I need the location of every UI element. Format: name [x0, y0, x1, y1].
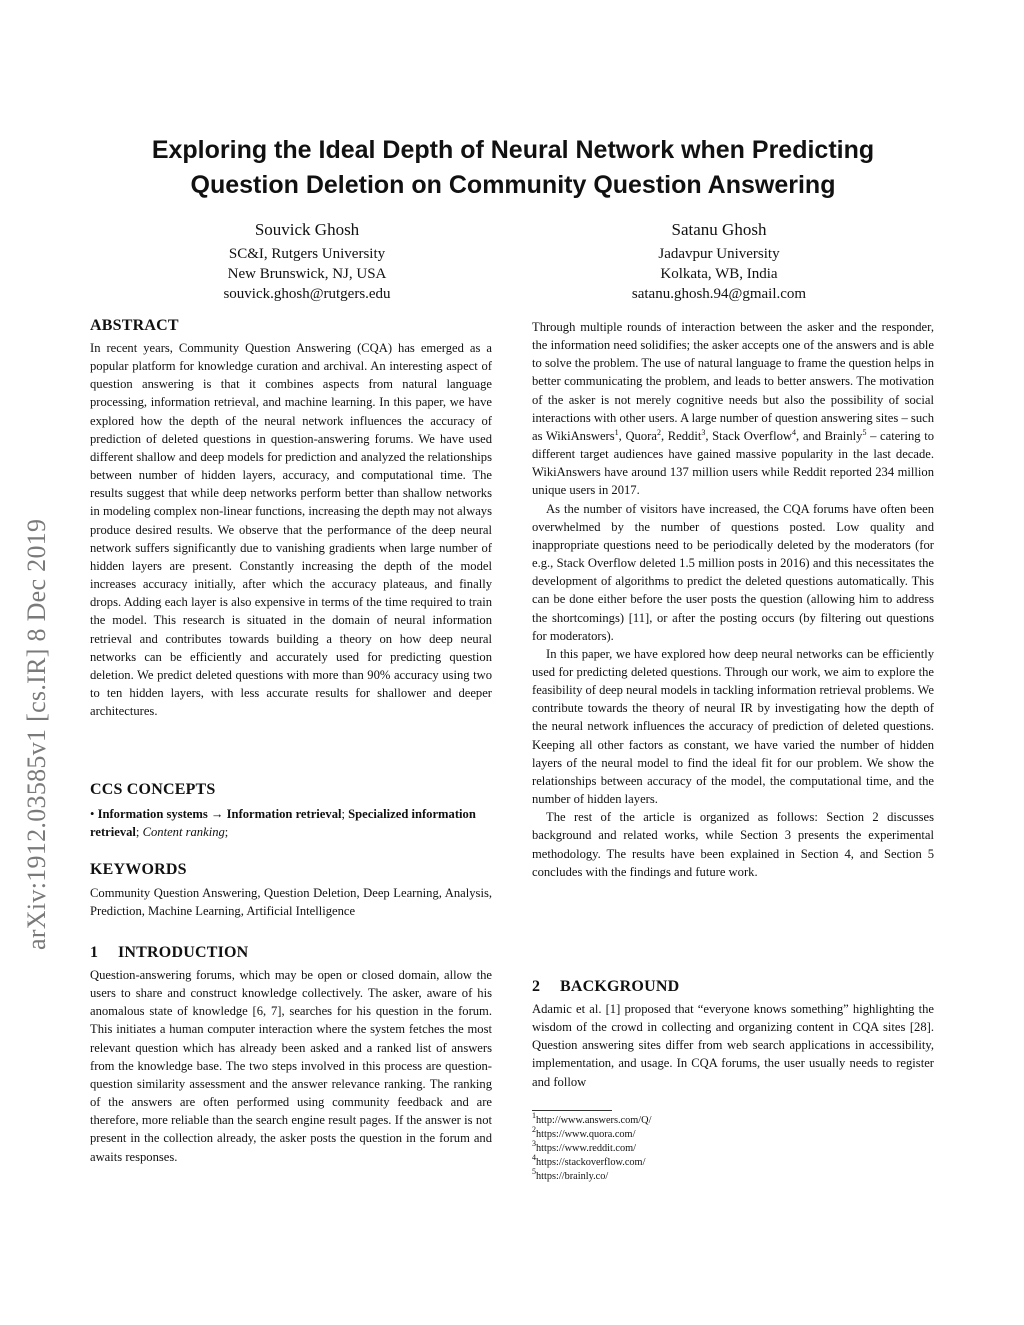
text-run: Through multiple rounds of interaction between the asker and the responder, the information need solidifies; the asker accepts one of the answers and is able to solve the problem. The use of natural language to frame the question helps in better communicating the problem, and leads to better answers. The motivation of the asker is not merely cognitive needs but also the possibility of social interactions with other users. A large number of question answering sites – such as WikiAnswers: [532, 320, 934, 443]
text-run: , Quora: [618, 428, 657, 443]
author-affiliation: Jadavpur University: [658, 246, 780, 262]
footnote-item: [532, 1124, 932, 1142]
intro-paragraph-4: In this paper, we have explored how deep neural networks can be efficiently used for predicting deleted questions. Through our work, we aim to explore the feasibility of deep neural models in tackling information retrieval problems. We contribute towards the theory of neural IR by investigating how the depth of the neural network influences the accuracy of prediction of deleted questions. Keeping all other factors as constant, we have varied the number of hidden layers of the neural model to find the ideal fit for our problem. We show the relationships between accuracy of the model, the computational time, and the number of hidden layers.: [532, 646, 934, 807]
background-heading: [532, 977, 934, 997]
footnote-item: [532, 1152, 932, 1170]
footnote-number: 5: [532, 1166, 536, 1176]
footnote-ref[interactable]: 1: [614, 427, 619, 437]
footnote-number: 4: [532, 1152, 536, 1162]
intro-paragraph-5: The rest of the article is organized as follows: Section 2 discusses background and related works, while Section 3 presents the experimental methodology. The results have been explained in Section 4, and Section 5 concludes with the findings and future work.: [532, 810, 934, 879]
intro-paragraph-2: [532, 318, 934, 500]
author-block-2: [589, 220, 849, 304]
ccs-separator: ;: [135, 825, 143, 840]
section-number: 2: [532, 978, 541, 995]
arxiv-stamp: arXiv:1912.03585v1 [cs.IR] 8 Dec 2019: [22, 518, 51, 950]
footnote-link[interactable]: https://www.quora.com/: [536, 1128, 636, 1140]
intro-paragraph-3: As the number of visitors have increased, the CQA forums have often been overwhelmed by the number of questions posted. Low quality and inappropriate questions need to be periodically deleted by the moderators (for e.g., Stack Overflow deleted 1.5 million posts in 2016) and this necessitates the development of algorithms to predict the deleted questions automatically. This can be done either before the user posts the question (allowing him to address the shortcomings) [11], or after the posting occurs (by filtering out questions for moderators).: [532, 501, 934, 643]
ccs-end: ;: [224, 825, 229, 840]
section-title: INTRODUCTION: [118, 944, 249, 961]
keywords-section: [90, 860, 492, 920]
footnote-link[interactable]: https://www.reddit.com/: [536, 1142, 637, 1154]
title-line-1: Exploring the Ideal Depth of Neural Network when Predicting: [151, 136, 875, 164]
author-name: Satanu Ghosh: [671, 220, 767, 239]
background-paragraph-1: Adamic et al. [1] proposed that “everyone knows something” highlighting the wisdom of the crowd in collecting and organizing content in CQA sites [28]. Question answering sites differ from web search applications in accessibility, implementation, and usage. In CQA forums, the user usually needs to register and follow: [532, 1002, 934, 1089]
footnote-number: 2: [532, 1124, 536, 1134]
keywords-heading: KEYWORDS: [90, 861, 187, 878]
section-number: 1: [90, 944, 99, 961]
footnote-item: [532, 1138, 932, 1156]
introduction-section: [90, 943, 492, 1166]
title-line-2: Question Deletion on Community Question Answering: [190, 171, 836, 199]
footnote-number: 1: [532, 1111, 536, 1120]
introduction-heading: [90, 943, 492, 963]
text-run: , Stack Overflow: [705, 428, 793, 443]
ccs-concept-1: Information systems → Information retrieval: [97, 807, 342, 821]
ccs-concept-2: Specialized information retrieval: [90, 807, 476, 840]
text-run: , Reddit: [660, 428, 702, 443]
footnote-ref[interactable]: 5: [862, 427, 867, 437]
ccs-section: [90, 780, 492, 841]
section-title: BACKGROUND: [560, 978, 680, 995]
abstract-text: In recent years, Community Question Answering (CQA) has emerged as a popular platform for knowledge curation and archival. An interesting aspect of question answering is that it combines aspects from natural language processing, information retrieval, and machine learning. In this paper, we have explored how the depth of the neural network influences the accuracy of prediction of deleted questions in question-answering forums. We have used different shallow and deep models for prediction and analyzed the relationships between number of hidden layers, accuracy, and computational time. The results suggest that while deep networks perform better than shallow networks in modeling complex non-linear functions, increasing the depth may not always produce desired results. We observe that the performance of the deep neural network suffers significantly due to vanishing gradients when large number of hidden layers are present. Constantly increasing the depth of the model increases accuracy initially, after which the accuracy plateaus, and finally drops. Adding each layer is also expensive in terms of the time required to train the model. This research is situated in the domain of neural information retrieval and contributes towards building a theory on how deep neural networks can be efficiently and accurately used for predicting question deletion. We predict deleted questions with more than 90% accuracy using two to ten hidden layers, with less accurate results for shallower and deeper architectures.: [90, 341, 492, 719]
ccs-concept-3: Content ranking: [142, 825, 225, 840]
footnote-ref[interactable]: 3: [701, 427, 706, 437]
intro-continued: [532, 318, 934, 881]
background-section: [532, 977, 934, 1091]
author-name: Souvick Ghosh: [254, 220, 360, 239]
author-location: Kolkata, WB, India: [660, 266, 778, 282]
footnote-divider: [532, 1110, 612, 1111]
footnotes: [532, 1111, 932, 1184]
text-run: , and Brainly: [796, 428, 863, 443]
author-location: New Brunswick, NJ, USA: [227, 266, 387, 282]
abstract-heading: ABSTRACT: [90, 317, 179, 334]
abstract-section: [90, 316, 492, 720]
footnote-link[interactable]: http://www.answers.com/Q/: [536, 1115, 652, 1126]
author-email: souvick.ghosh@rutgers.edu: [223, 286, 391, 302]
paper-title: [90, 133, 936, 203]
author-email: satanu.ghosh.94@gmail.com: [631, 286, 807, 302]
footnote-link[interactable]: https://stackoverflow.com/: [536, 1156, 646, 1168]
ccs-text: [90, 805, 492, 841]
footnote-item: [532, 1166, 932, 1184]
footnote-ref[interactable]: 2: [656, 427, 661, 437]
intro-paragraph-1: Question-answering forums, which may be open or closed domain, allow the users to share and construct knowledge collectively. The asker, aware of his anomalous state of knowledge [6, 7], searches for his question in the forum. This initiates a human computer interaction where the system fetches the most relevant question which has already been asked and a ranked list of answers from the knowledge base. The two steps involved in this process are question-question similarity assessment and the answer relevance ranking. The ranking of the answers are often performed using community feedback and are therefore, more reliable than the search engine result pages. If the answer is not present in the collection already, the asker posts the question in the forum and awaits responses.: [90, 968, 492, 1164]
footnote-link[interactable]: https://brainly.co/: [536, 1170, 609, 1182]
ccs-heading: CCS CONCEPTS: [90, 781, 216, 798]
keywords-text: Community Question Answering, Question Deletion, Deep Learning, Analysis, Prediction, Machine Learning, Artificial Intelligence: [90, 886, 492, 919]
footnote-number: 3: [532, 1138, 536, 1148]
author-block-1: [177, 220, 437, 304]
ccs-bullet: •: [90, 807, 95, 821]
footnote-item: [532, 1111, 932, 1128]
footnote-ref[interactable]: 4: [792, 427, 797, 437]
ccs-separator: ;: [341, 807, 349, 821]
author-affiliation: SC&I, Rutgers University: [228, 246, 386, 262]
text-run: – catering to different target audiences have gained massive popularity in the last decade. WikiAnswers have around 137 million users while Reddit reported 234 million unique users in 2017.: [532, 428, 935, 498]
